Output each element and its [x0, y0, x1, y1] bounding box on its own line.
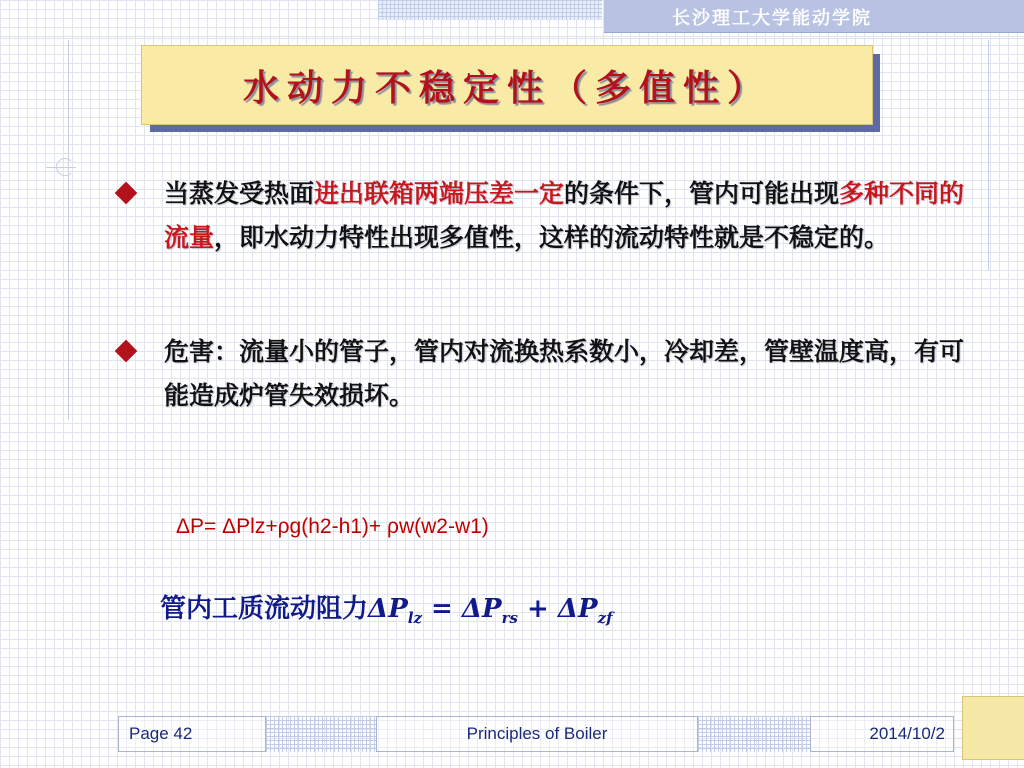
brand-name: 长沙理工大学能动学院: [672, 8, 872, 29]
title-box: [141, 45, 873, 125]
resistance-formula: [160, 588, 613, 627]
course-name: Principles of Boiler: [466, 724, 608, 743]
brand-pattern-strip: [378, 0, 602, 20]
corner-tab: [962, 696, 1024, 760]
bullet-text-part: 的条件下，管内可能出现: [564, 179, 840, 208]
formula-lhs-sub: lz: [407, 609, 422, 628]
footer-pattern-strip: [698, 716, 810, 752]
footer-course: [376, 716, 698, 752]
formula-lhs: ΔP: [368, 594, 408, 624]
slide-date: 2014/10/2: [869, 724, 945, 743]
bullet-text-part: ，即水动力特性出现多值性，这样的流动特性就是不稳定的。: [214, 223, 890, 252]
footer-page-number: [118, 716, 266, 752]
right-guide-line: [988, 40, 989, 270]
formula-label: 管内工质流动阻力: [160, 594, 369, 624]
left-guide-line: [68, 40, 69, 420]
formula-term-1: ΔP: [461, 594, 502, 624]
crosshair-arc-icon: [56, 158, 74, 176]
formula-plus: +: [517, 594, 558, 624]
footer-date: [810, 716, 954, 752]
bullet-item-2: [118, 330, 968, 418]
page-number: Page 42: [129, 724, 193, 743]
diamond-bullet-icon: [115, 182, 138, 205]
bullet-text: [164, 330, 968, 418]
formula-term-2: ΔP: [557, 594, 598, 624]
footer-pattern-strip: [266, 716, 376, 752]
bullet-item-1: [118, 172, 968, 260]
bullet-text-part: 危害：流量小的管子，管内对流换热系数小，冷却差，管壁温度高，有可能造成炉管失效损坏。: [164, 337, 965, 410]
bullet-text: [164, 172, 968, 260]
formula-term-2-sub: zf: [597, 609, 613, 628]
bullet-highlight: 多种不同的流量: [164, 179, 965, 252]
formula-equals: =: [421, 594, 462, 624]
pressure-drop-formula: ΔP= ΔPlz+ρg(h2-h1)+ ρw(w2-w1): [176, 515, 489, 538]
diamond-bullet-icon: [115, 340, 138, 363]
formula-term-1-sub: rs: [501, 609, 518, 628]
bullet-highlight: 进出联箱两端压差一定: [314, 179, 565, 208]
bullet-text-part: 当蒸发受热面: [164, 179, 315, 208]
top-divider: [0, 38, 1024, 39]
slide-title: 水动力不稳定性（多值性）: [242, 66, 771, 109]
